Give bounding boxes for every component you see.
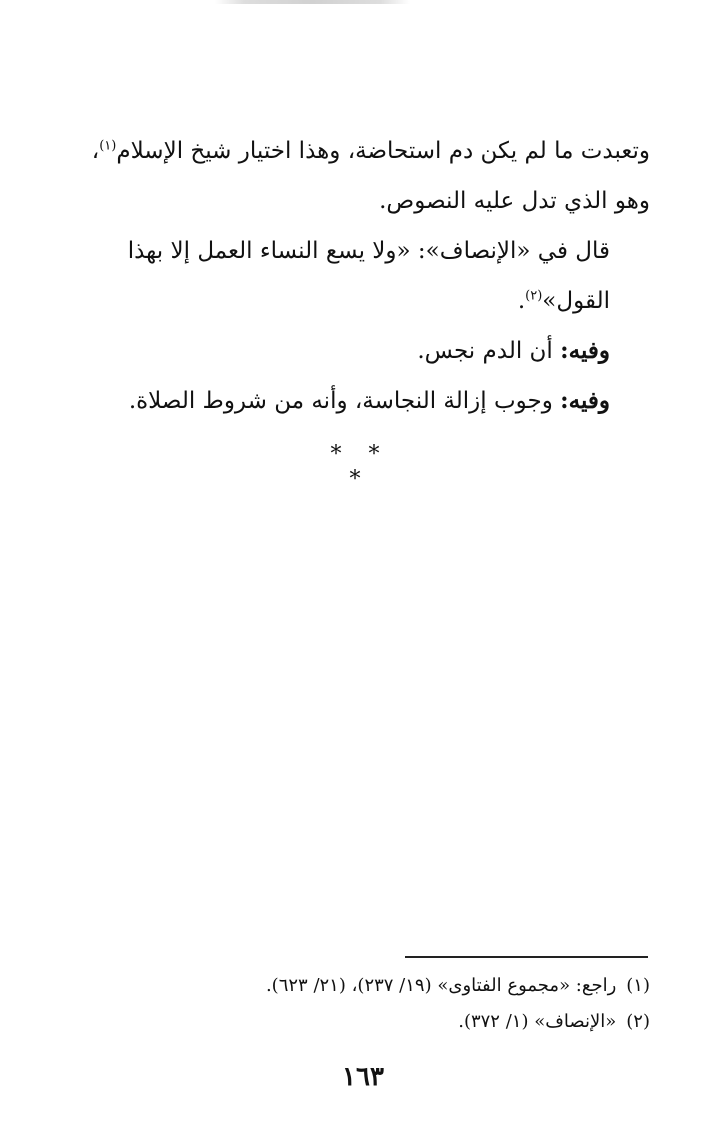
paragraph-3-text: أن الدم نجس. (417, 338, 561, 364)
paragraph-4 (80, 376, 650, 426)
footnote-2 (150, 1004, 650, 1040)
footnotes (150, 968, 650, 1040)
main-text (80, 126, 650, 426)
footnote-divider (405, 956, 648, 958)
scan-smudge (215, 0, 410, 4)
paragraph-4-label: وفيه: (560, 387, 610, 414)
paragraph-4-text: وجوب إزالة النجاسة، وأنه من شروط الصلاة. (128, 388, 561, 414)
page-number: ١٦٣ (342, 1062, 384, 1092)
footnote-2-text: «الإنصاف» (١/ ٣٧٢). (458, 1011, 617, 1032)
paragraph-2-text: قال في «الإنصاف»: «ولا يسع النساء العمل إلا بهذا القول» (127, 238, 610, 314)
section-separator: * * * (330, 442, 390, 492)
footnote-1-text: راجع: «مجموع الفتاوى» (١٩/ ٢٣٧)، (٢١/ ٦٢٣). (265, 975, 617, 996)
paragraph-3-label: وفيه: (560, 337, 610, 364)
paragraph-1 (80, 126, 650, 226)
footnote-ref-1[interactable]: (١) (99, 138, 117, 154)
paragraph-1-text: وتعبدت ما لم يكن دم استحاضة، وهذا اختيار شيخ الإسلام (116, 138, 650, 164)
paragraph-2-tail: . (517, 288, 526, 314)
footnote-1 (150, 968, 650, 1004)
footnote-2-number: (٢) (626, 1011, 650, 1032)
paragraph-2 (80, 226, 650, 326)
paragraph-1-tail: ، وهو الذي تدل عليه النصوص. (91, 138, 650, 214)
paragraph-3 (80, 326, 650, 376)
footnote-ref-2[interactable]: (٢) (525, 288, 543, 304)
footnote-1-number: (١) (626, 975, 650, 996)
